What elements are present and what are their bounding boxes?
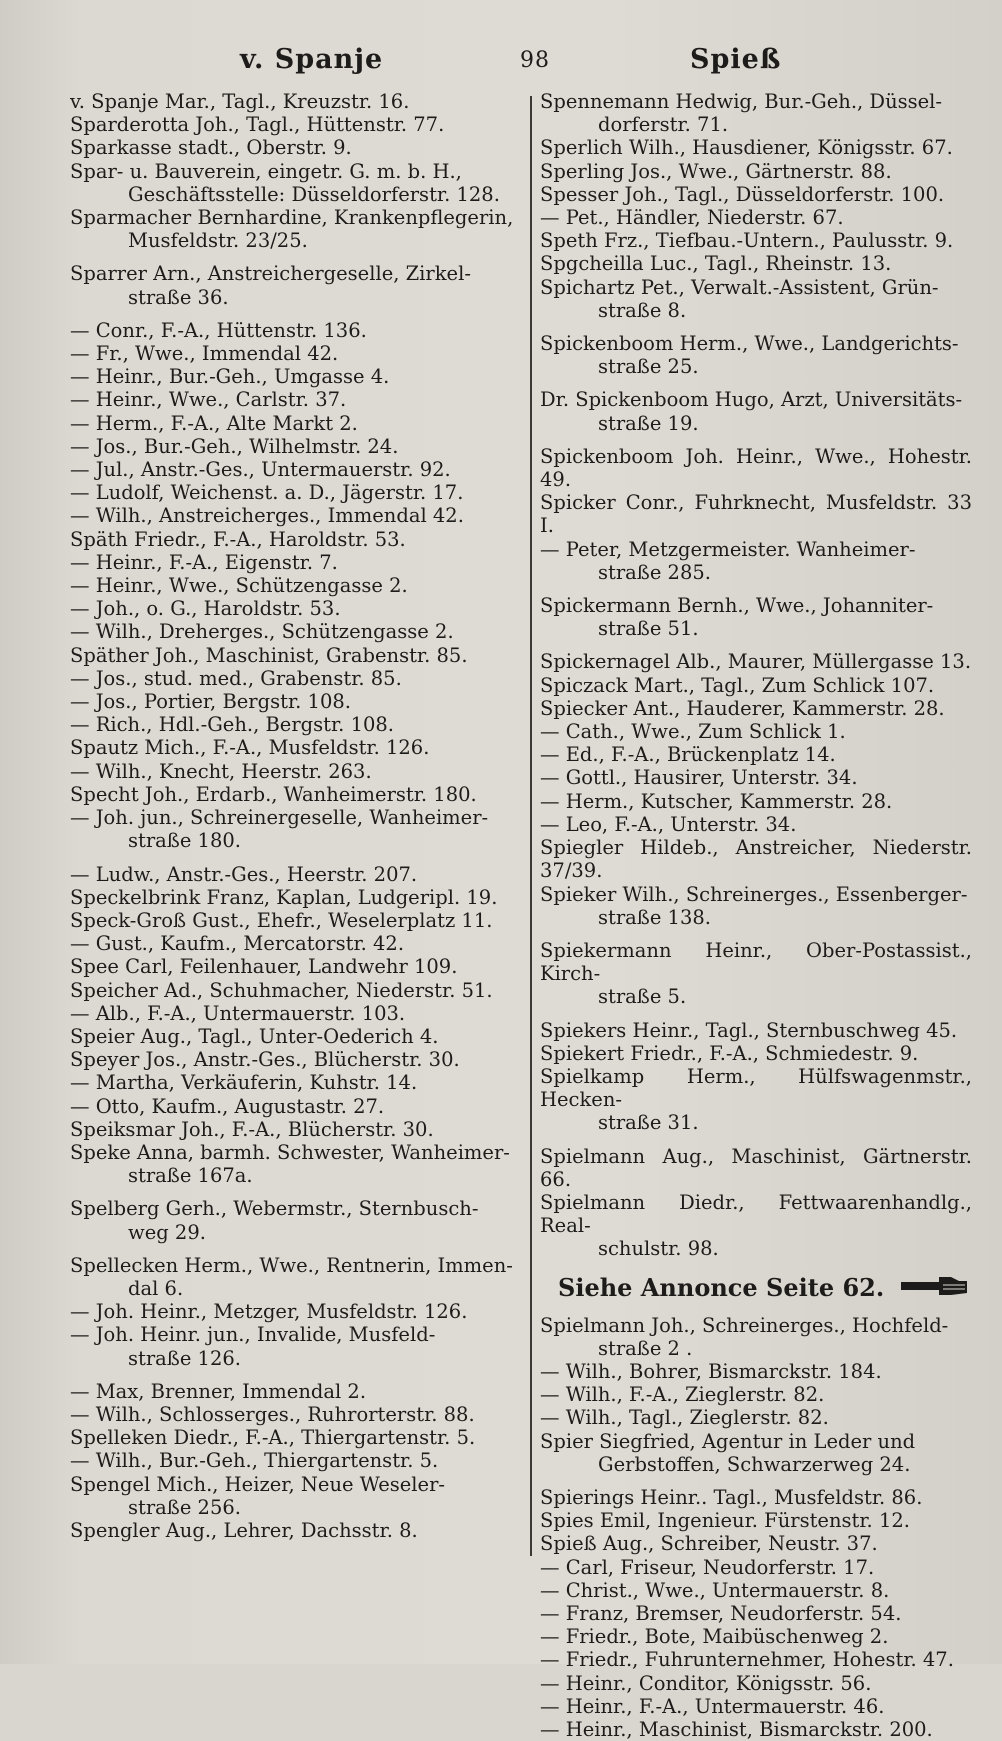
directory-entry: [540, 136, 972, 159]
directory-entry: [70, 1426, 518, 1449]
directory-entry: [540, 1509, 972, 1532]
directory-entry: [70, 1519, 518, 1542]
entry-text: — Ludw., Anstr.-Ges., Heerstr. 207.: [70, 862, 418, 886]
notice-text: Siehe Annonce Seite 62.: [558, 1272, 885, 1302]
entry-text: Spiekert Friedr., F.-A., Schmiedestr. 9.: [540, 1041, 919, 1065]
advert-notice: [558, 1273, 972, 1306]
directory-entry: [540, 674, 972, 697]
header-right-keyword: Spieß: [690, 44, 782, 75]
directory-entry: [540, 252, 972, 275]
entry-text: Spiegler Hildeb., Anstreicher, Niederstr. 37/39.: [540, 836, 972, 883]
entry-text: — Gottl., Hausirer, Unterstr. 34.: [540, 766, 858, 790]
entry-text: Spautz Mich., F.-A., Musfeldstr. 126.: [70, 736, 430, 760]
entry-text: — Franz, Bremser, Neudorferstr. 54.: [540, 1601, 902, 1625]
directory-entry: [70, 412, 518, 435]
entry-text: Speckelbrink Franz, Kaplan, Ludgeripl. 19.: [70, 885, 498, 909]
entry-text: Speth Frz., Tiefbau.-Untern., Paulusstr. 9.: [540, 229, 954, 253]
entry-continuation: dorferstr. 71.: [598, 113, 729, 137]
entry-text: — Otto, Kaufm., Augustastr. 27.: [70, 1094, 385, 1118]
entry-text: — Heinr., Conditor, Königsstr. 56.: [540, 1671, 872, 1695]
entry-text: — Heinr., Maschinist, Bismarckstr. 200.: [540, 1718, 933, 1741]
entry-text: — Wilh., Anstreicherges., Immendal 42.: [70, 504, 464, 528]
entry-text: Spielmann Joh., Schreinerges., Hochfeld-: [540, 1313, 949, 1337]
entry-text: — Pet., Händler, Niederstr. 67.: [540, 206, 844, 230]
entry-text: Spielmann Aug., Maschinist, Gärtnerstr. 66.: [540, 1144, 972, 1191]
entry-text: — Wilh., Schlosserges., Ruhrorterstr. 88.: [70, 1402, 475, 1426]
entry-text: Sparderotta Joh., Tagl., Hüttenstr. 77.: [70, 113, 445, 137]
entry-text: Spickenboom Herm., Wwe., Landgerichts-: [540, 332, 959, 356]
directory-entry: [70, 365, 518, 388]
directory-entry: [70, 597, 518, 620]
directory-entry: [70, 667, 518, 690]
entry-text: Spickermann Bernh., Wwe., Johanniter-: [540, 594, 934, 618]
directory-entry: [540, 1532, 972, 1555]
directory-entry: [540, 594, 972, 640]
directory-entry: [70, 644, 518, 667]
entry-text: — Heinr., Bur.-Geh., Umgasse 4.: [70, 365, 390, 389]
directory-entry: [70, 806, 518, 852]
entry-text: — Joh., o. G., Haroldstr. 53.: [70, 597, 341, 621]
entry-text: Spies Emil, Ingenieur. Fürstenstr. 12.: [540, 1509, 910, 1533]
entry-text: — Friedr., Bote, Maibüschenweg 2.: [540, 1625, 889, 1649]
entry-text: — Rich., Hdl.-Geh., Bergstr. 108.: [70, 713, 394, 737]
directory-entry: [70, 342, 518, 365]
directory-entry: [70, 736, 518, 759]
entry-text: — Joh. Heinr., Metzger, Musfeldstr. 126.: [70, 1300, 468, 1324]
entry-text: Speke Anna, barmh. Schwester, Wanheimer-: [70, 1140, 510, 1164]
entry-text: Spichartz Pet., Verwalt.-Assistent, Grün-: [540, 275, 939, 299]
entry-text: Spiecker Ant., Hauderer, Kammerstr. 28.: [540, 696, 945, 720]
right-column: [540, 90, 972, 1741]
directory-entry: [70, 1048, 518, 1071]
directory-entry: [540, 1406, 972, 1429]
entry-text: — Jos., Portier, Bergstr. 108.: [70, 690, 351, 714]
entry-text: — Martha, Verkäuferin, Kuhstr. 14.: [70, 1071, 418, 1095]
entry-text: Spierings Heinr.. Tagl., Musfeldstr. 86.: [540, 1485, 923, 1509]
directory-entry: [70, 909, 518, 932]
directory-entry: [540, 388, 972, 434]
entry-text: Spieß Aug., Schreiber, Neustr. 37.: [540, 1532, 878, 1556]
entry-text: Spieker Wilh., Schreinerges., Essenberger-: [540, 882, 968, 906]
entry-text: — Alb., F.-A., Untermauerstr. 103.: [70, 1001, 406, 1025]
directory-entry: [70, 1300, 518, 1323]
entry-continuation: weg 29.: [128, 1220, 206, 1244]
entry-text: Spiekers Heinr., Tagl., Sternbuschweg 45.: [540, 1018, 958, 1042]
entry-text: Specht Joh., Erdarb., Wanheimerstr. 180.: [70, 782, 477, 806]
entry-text: Spiczack Mart., Tagl., Zum Schlick 107.: [540, 673, 935, 697]
entry-text: — Gust., Kaufm., Mercatorstr. 42.: [70, 932, 405, 956]
directory-entry: [540, 1430, 972, 1476]
entry-text: Späth Friedr., F.-A., Haroldstr. 53.: [70, 527, 406, 551]
entry-text: Speyer Jos., Anstr.-Ges., Blücherstr. 30.: [70, 1048, 460, 1072]
entry-continuation: straße 180.: [128, 829, 241, 853]
entry-text: Spennemann Hedwig, Bur.-Geh., Düssel-: [540, 90, 943, 113]
directory-entry: [540, 1672, 972, 1695]
directory-entry: [540, 1042, 972, 1065]
entry-text: — Joh. jun., Schreinergeselle, Wanheimer-: [70, 806, 489, 830]
directory-entry: [70, 90, 518, 113]
directory-entry: [70, 388, 518, 411]
entry-text: Spielmann Diedr., Fettwaarenhandlg., Real-: [540, 1190, 972, 1238]
directory-entry: [70, 481, 518, 504]
page-number: 98: [520, 48, 550, 73]
entry-text: — Wilh., Dreherges., Schützengasse 2.: [70, 620, 454, 644]
directory-entry: [540, 766, 972, 789]
directory-entry: [540, 790, 972, 813]
directory-entry: [70, 574, 518, 597]
entry-continuation: straße 31.: [598, 1111, 699, 1135]
entry-text: — Heinr., F.-A., Untermauerstr. 46.: [540, 1694, 885, 1718]
entry-text: Spickenboom Joh. Heinr., Wwe., Hohestr. 49.: [540, 444, 972, 492]
entry-text: — Heinr., Wwe., Carlstr. 37.: [70, 388, 347, 412]
directory-entry: [540, 1648, 972, 1671]
directory-entry: [70, 783, 518, 806]
directory-entry: [70, 1473, 518, 1519]
right-column-part-b: [540, 1314, 972, 1741]
page-header: [0, 44, 1002, 84]
entry-text: Spielkamp Herm., Hülfswagenmstr., Hecken-: [540, 1064, 972, 1112]
entry-text: Sparmacher Bernhardine, Krankenpflegerin,: [70, 206, 514, 230]
entry-text: Spier Siegfried, Agentur in Leder und: [540, 1429, 916, 1453]
entry-text: Spiekermann Heinr., Ober-Postassist., Kirch-: [540, 938, 972, 986]
entry-text: Speicher Ad., Schuhmacher, Niederstr. 51.: [70, 978, 493, 1002]
right-column-part-a: [540, 90, 972, 1261]
entry-text: Spickernagel Alb., Maurer, Müllergasse 13.: [540, 650, 972, 674]
entry-text: Speier Aug., Tagl., Unter-Oederich 4.: [70, 1024, 439, 1048]
entry-text: — Friedr., Fuhrunternehmer, Hohestr. 47.: [540, 1648, 954, 1672]
directory-entry: [540, 160, 972, 183]
directory-entry: [540, 491, 972, 537]
directory-entry: [540, 743, 972, 766]
entry-text: — Carl, Friseur, Neudorferstr. 17.: [540, 1555, 875, 1579]
entry-text: — Heinr., F.-A., Eigenstr. 7.: [70, 550, 338, 574]
directory-entry: [540, 1019, 972, 1042]
directory-entry: [540, 813, 972, 836]
entry-text: Spellecken Herm., Wwe., Rentnerin, Immen-: [70, 1253, 513, 1277]
entry-text: — Peter, Metzgermeister. Wanheimer-: [540, 537, 916, 561]
directory-entry: [540, 1360, 972, 1383]
entry-text: Spengel Mich., Heizer, Neue Weseler-: [70, 1472, 445, 1496]
directory-entry: [540, 1695, 972, 1718]
directory-entry: [540, 720, 972, 743]
entry-text: Dr. Spickenboom Hugo, Arzt, Universitäts-: [540, 388, 963, 412]
directory-entry: [70, 979, 518, 1002]
directory-entry: [70, 1095, 518, 1118]
entry-text: — Max, Brenner, Immendal 2.: [70, 1379, 367, 1403]
directory-entry: [540, 1065, 972, 1135]
directory-entry: [540, 1579, 972, 1602]
entry-continuation: straße 36.: [128, 285, 229, 309]
directory-entry: [70, 504, 518, 527]
directory-entry: [70, 1254, 518, 1300]
entry-text: — Ed., F.-A., Brückenplatz 14.: [540, 743, 836, 767]
directory-entry: [70, 435, 518, 458]
directory-entry: [540, 206, 972, 229]
directory-entry: [540, 276, 972, 322]
directory-entry: [540, 650, 972, 673]
entry-text: — Jul., Anstr.-Ges., Untermauerstr. 92.: [70, 458, 451, 482]
directory-entry: [70, 262, 518, 308]
directory-entry: [540, 697, 972, 720]
directory-entry: [70, 886, 518, 909]
directory-entry: [540, 883, 972, 929]
entry-text: — Wilh., Bohrer, Bismarckstr. 184.: [540, 1359, 882, 1383]
entry-text: — Herm., F.-A., Alte Markt 2.: [70, 411, 358, 435]
entry-text: — Fr., Wwe., Immendal 42.: [70, 342, 339, 366]
entry-text: — Cath., Wwe., Zum Schlick 1.: [540, 720, 846, 744]
directory-entry: [70, 760, 518, 783]
directory-entry: [540, 183, 972, 206]
directory-entry: [540, 229, 972, 252]
entry-text: Spar- u. Bauverein, eingetr. G. m. b. H.,: [70, 159, 462, 183]
entry-text: Spee Carl, Feilenhauer, Landwehr 109.: [70, 955, 458, 979]
entry-continuation: straße 8.: [598, 298, 687, 322]
directory-entry: [70, 160, 518, 206]
entry-text: — Conr., F.-A., Hüttenstr. 136.: [70, 318, 367, 342]
directory-entry: [70, 620, 518, 643]
directory-entry: [70, 1449, 518, 1472]
directory-entry: [70, 1002, 518, 1025]
entry-continuation: straße 5.: [598, 985, 687, 1009]
entry-continuation: straße 256.: [128, 1495, 241, 1519]
directory-entry: [70, 863, 518, 886]
entry-text: — Wilh., Knecht, Heerstr. 263.: [70, 759, 372, 783]
directory-entry: [70, 551, 518, 574]
entry-text: — Wilh., Bur.-Geh., Thiergartenstr. 5.: [70, 1449, 439, 1473]
entry-text: — Wilh., Tagl., Zieglerstr. 82.: [540, 1406, 829, 1430]
entry-continuation: straße 25.: [598, 355, 699, 379]
directory-entry: [70, 319, 518, 342]
directory-entry: [540, 332, 972, 378]
directory-entry: [70, 932, 518, 955]
entry-continuation: straße 167a.: [128, 1164, 253, 1188]
entry-continuation: straße 19.: [598, 411, 699, 435]
directory-entry: [540, 1625, 972, 1648]
directory-entry: [540, 1383, 972, 1406]
directory-entry: [540, 538, 972, 584]
entry-text: — Leo, F.-A., Unterstr. 34.: [540, 812, 797, 836]
entry-text: Spelleken Diedr., F.-A., Thiergartenstr. 5.: [70, 1426, 476, 1450]
entry-text: Sperlich Wilh., Hausdiener, Königsstr. 67.: [540, 136, 953, 160]
directory-entry: [540, 939, 972, 1009]
entry-continuation: straße 51.: [598, 617, 699, 641]
entry-text: — Ludolf, Weichenst. a. D., Jägerstr. 17.: [70, 481, 464, 505]
directory-entry: [70, 206, 518, 252]
entry-continuation: straße 138.: [598, 905, 711, 929]
entry-text: — Herm., Kutscher, Kammerstr. 28.: [540, 789, 893, 813]
directory-entry: [70, 136, 518, 159]
entry-continuation: dal 6.: [128, 1276, 184, 1300]
directory-entry: [70, 1403, 518, 1426]
directory-entry: [540, 1145, 972, 1191]
column-divider: [530, 96, 532, 1556]
directory-entry: [540, 1602, 972, 1625]
directory-entry: [70, 1071, 518, 1094]
entry-text: Spelberg Gerh., Webermstr., Sternbusch-: [70, 1197, 479, 1221]
directory-entry: [70, 1380, 518, 1403]
entry-text: v. Spanje Mar., Tagl., Kreuzstr. 16.: [70, 90, 410, 113]
entry-text: Sparrer Arn., Anstreichergeselle, Zirkel-: [70, 262, 471, 286]
entry-text: Spicker Conr., Fuhrknecht, Musfeldstr. 33 I.: [540, 491, 972, 538]
entry-text: Spesser Joh., Tagl., Düsseldorferstr. 100.: [540, 182, 945, 206]
entry-text: Speck-Groß Gust., Ehefr., Weselerplatz 11.: [70, 908, 493, 932]
entry-text: Spgcheilla Luc., Tagl., Rheinstr. 13.: [540, 252, 892, 276]
entry-text: — Jos., stud. med., Grabenstr. 85.: [70, 666, 402, 690]
directory-entry: [540, 1718, 972, 1741]
directory-entry: [70, 1141, 518, 1187]
directory-entry: [540, 1556, 972, 1579]
directory-entry: [540, 1486, 972, 1509]
directory-entry: [70, 458, 518, 481]
directory-entry: [70, 1025, 518, 1048]
directory-entry: [540, 836, 972, 882]
left-column: [70, 90, 518, 1542]
entry-continuation: Musfeldstr. 23/25.: [128, 229, 308, 253]
directory-entry: [70, 690, 518, 713]
directory-entry: [540, 90, 972, 136]
entry-continuation: Geschäftsstelle: Düsseldorferstr. 128.: [128, 182, 500, 206]
entry-text: Sparkasse stadt., Oberstr. 9.: [70, 136, 352, 160]
entry-continuation: straße 285.: [598, 560, 711, 584]
directory-entry: [540, 1191, 972, 1261]
directory-entry: [70, 713, 518, 736]
entry-text: — Heinr., Wwe., Schützengasse 2.: [70, 574, 408, 598]
directory-entry: [70, 1197, 518, 1243]
entry-continuation: schulstr. 98.: [598, 1237, 719, 1261]
entry-text: Spengler Aug., Lehrer, Dachsstr. 8.: [70, 1518, 418, 1542]
pointing-hand-icon: [899, 1273, 969, 1306]
directory-entry: [540, 445, 972, 491]
entry-text: Späther Joh., Maschinist, Grabenstr. 85.: [70, 643, 468, 667]
entry-text: — Christ., Wwe., Untermauerstr. 8.: [540, 1578, 890, 1602]
header-left-keyword: v. Spanje: [240, 44, 384, 75]
directory-entry: [70, 1118, 518, 1141]
entry-continuation: Gerbstoffen, Schwarzerweg 24.: [598, 1452, 911, 1476]
entry-text: Speiksmar Joh., F.-A., Blücherstr. 30.: [70, 1117, 434, 1141]
directory-entry: [70, 1323, 518, 1369]
directory-entry: [70, 955, 518, 978]
directory-entry: [70, 113, 518, 136]
entry-continuation: straße 126.: [128, 1346, 241, 1370]
entry-text: Sperling Jos., Wwe., Gärtnerstr. 88.: [540, 159, 892, 183]
entry-text: — Joh. Heinr. jun., Invalide, Musfeld-: [70, 1323, 436, 1347]
entry-text: — Wilh., F.-A., Zieglerstr. 82.: [540, 1383, 825, 1407]
directory-entry: [540, 1314, 972, 1360]
directory-entry: [70, 528, 518, 551]
entry-continuation: straße 2 .: [598, 1336, 693, 1360]
entry-text: — Jos., Bur.-Geh., Wilhelmstr. 24.: [70, 434, 399, 458]
